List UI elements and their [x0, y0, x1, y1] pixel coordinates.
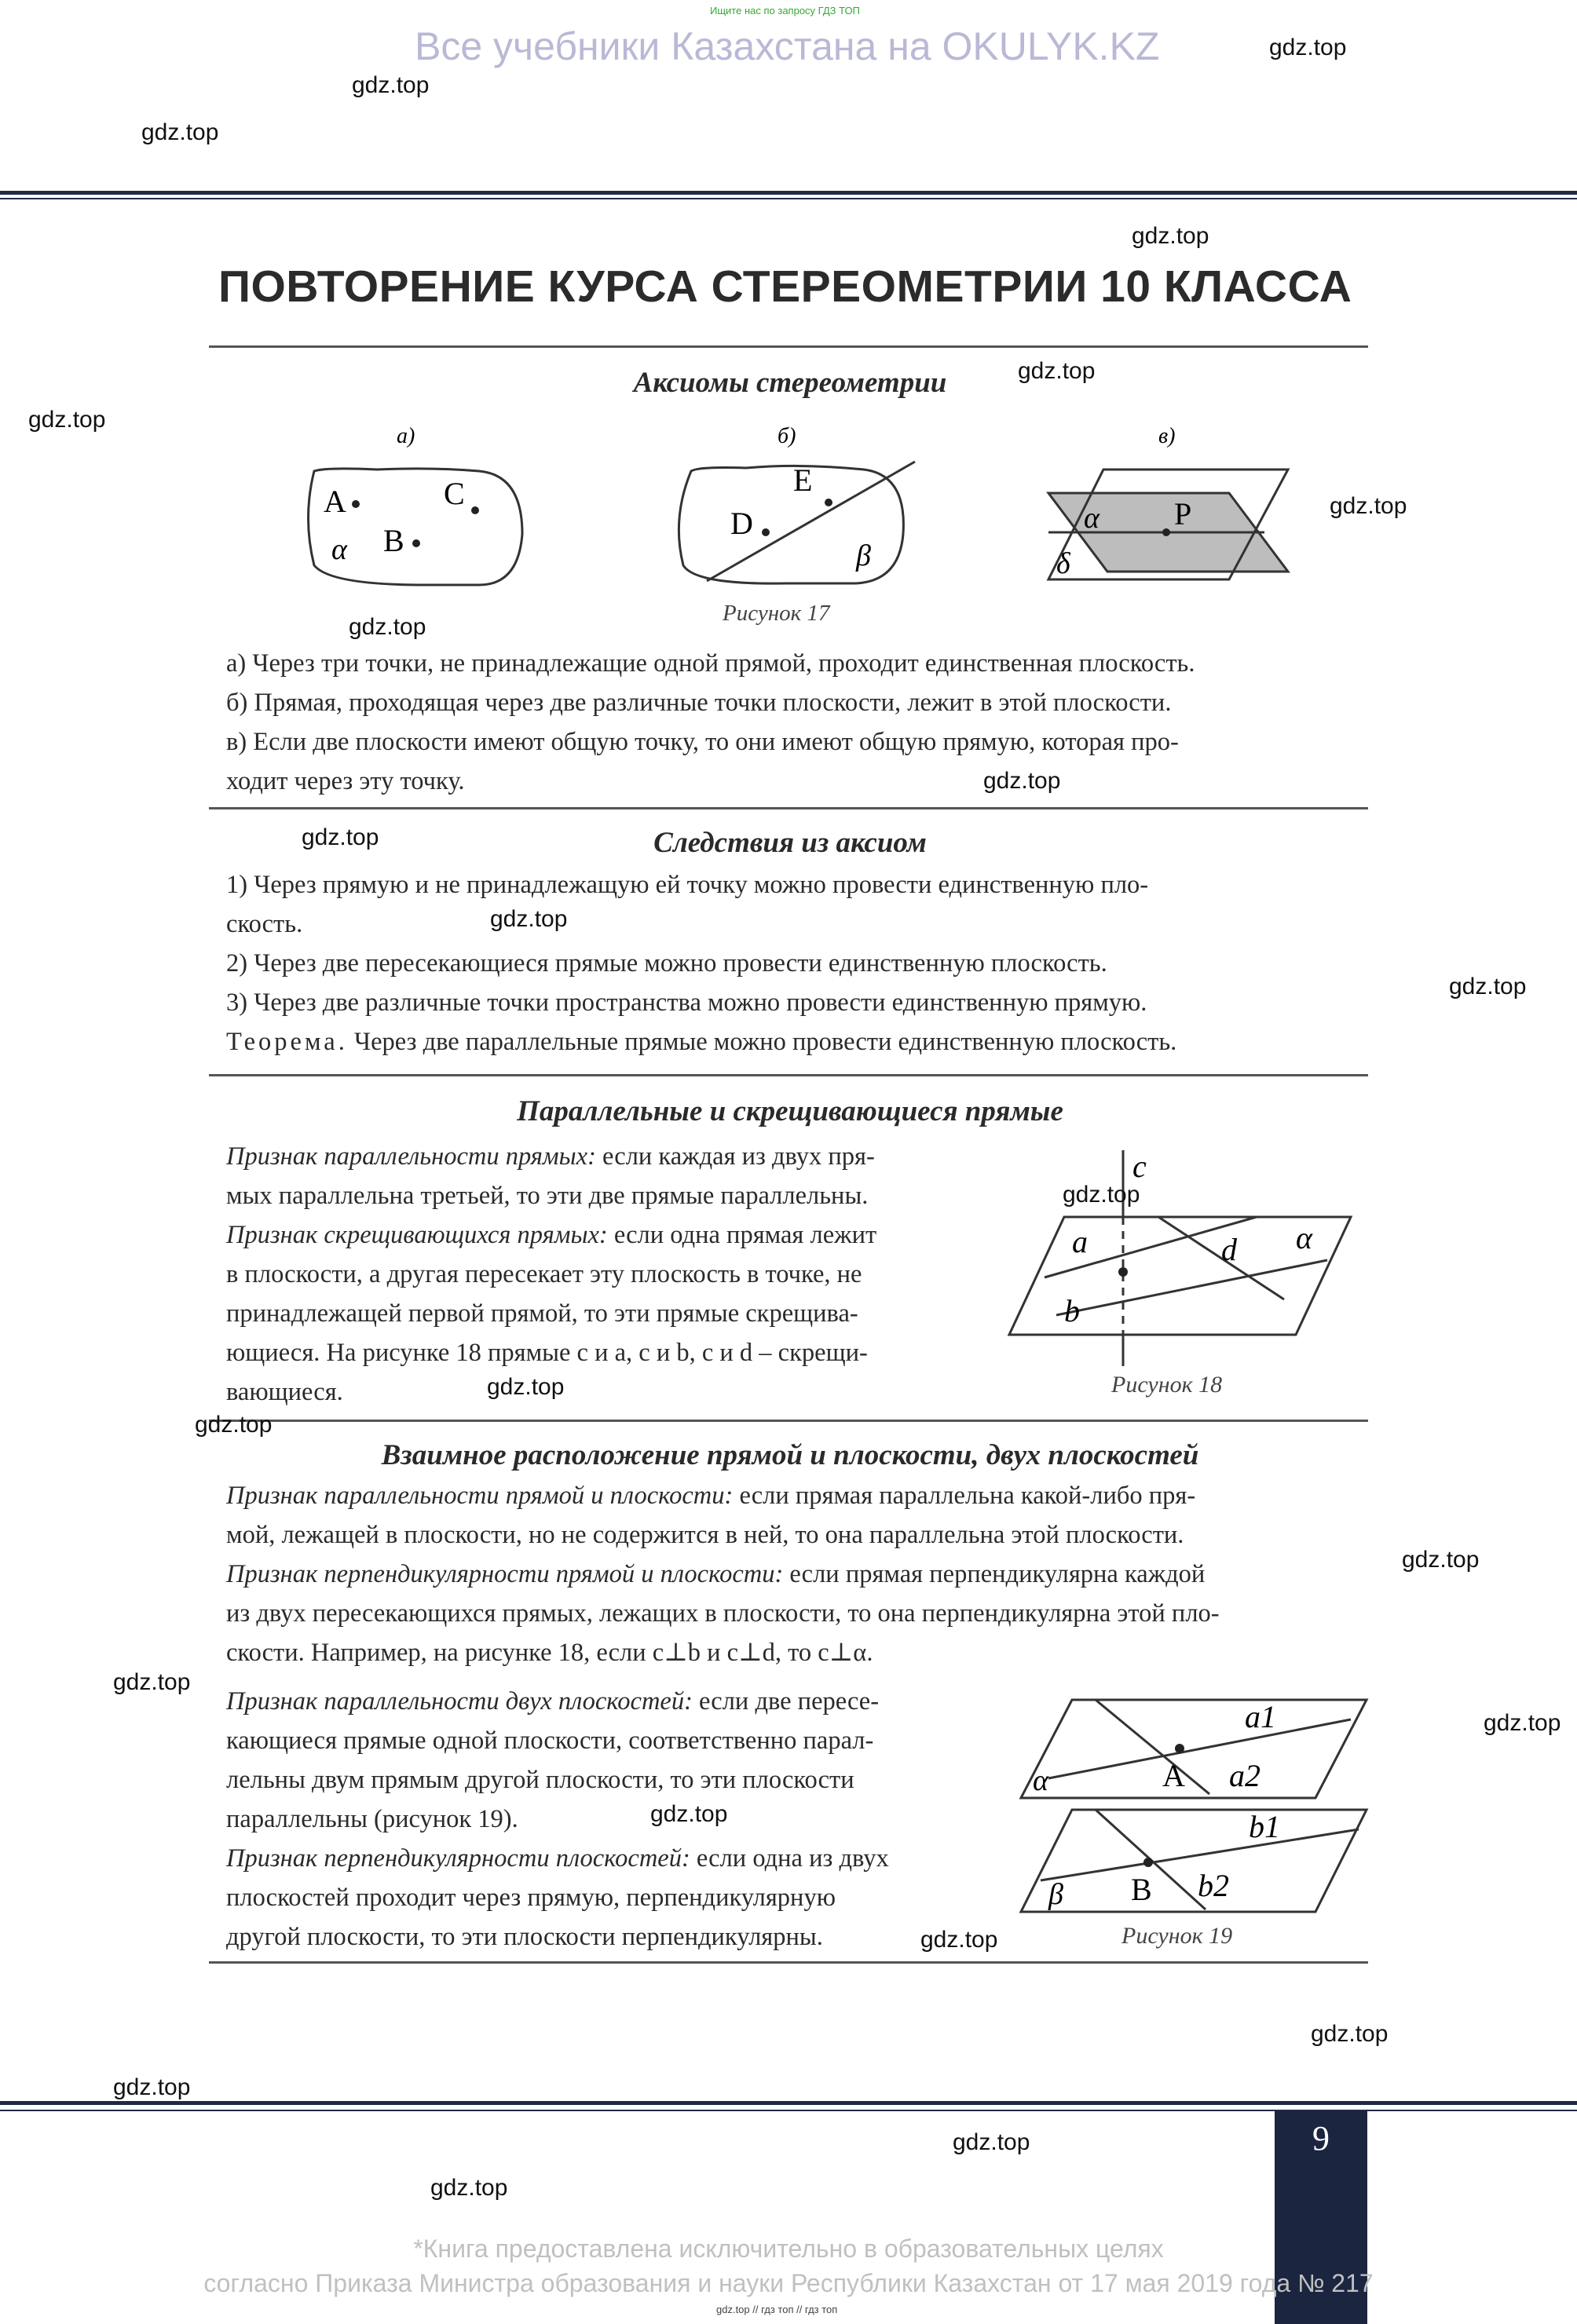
watermark: gdz.top: [1018, 358, 1096, 384]
fig18-alpha: α: [1296, 1220, 1312, 1255]
fig17-point-b: B: [383, 523, 404, 558]
consequence-1-cont: скость.: [226, 910, 303, 938]
page-title: ПОВТОРЕНИЕ КУРСА СТЕРЕОМЕТРИИ 10 КЛАССА: [218, 261, 1352, 312]
watermark: gdz.top: [1132, 223, 1209, 249]
figure-17: [283, 424, 1319, 636]
fig18-b: b: [1064, 1293, 1080, 1328]
divider: [209, 1961, 1368, 1964]
watermark: gdz.top: [1311, 2021, 1389, 2047]
watermark: gdz.top: [1484, 1710, 1561, 1736]
fig17-label-c: в): [1158, 424, 1176, 448]
axiom-c: в) Если две плоскости имеют общую точку, то они имеют общую прямую, которая про-: [226, 728, 1179, 756]
watermark: gdz.top: [113, 1669, 191, 1695]
theorem: [226, 1022, 1381, 1062]
axioms-text: [226, 644, 1381, 801]
fig19-point-a: A: [1162, 1758, 1185, 1793]
footer-line-2: согласно Приказа Министра образования и науки Республики Казахстан от 17 мая 2019 года № 217: [203, 2269, 1374, 2297]
fig18-a: a: [1072, 1224, 1088, 1259]
consequence-2: 2) Через две пересекающиеся прямые можно провести единственную плоскость.: [226, 949, 1107, 977]
figure-19: [997, 1688, 1374, 1955]
watermark: gdz.top: [195, 1412, 273, 1438]
search-hint: Ищите нас по запросу ГДЗ ТОП: [710, 5, 860, 16]
section-heading-parallel: Параллельные и скрещивающиеся прямые: [517, 1095, 1063, 1127]
line-plane-text: Признак параллельности прямой и плоскости: если прямая параллельна какой-либо пря- мой, лежащей в плоскости, но не содержится в ней, то она параллельна этой плоскости. Признак перпендикулярности прямой и плоскости: если прямая перпендикулярна каждой из двух пересекающихся прямых, лежащих в плоскости, то она перпендикулярна этой пло- скости. Например, на рисунке 18, если c⊥b и c⊥d, то c⊥α.: [226, 1482, 1220, 1667]
footer-tiny: gdz.top // гдз топ // гдз топ: [716, 2304, 838, 2315]
watermark: gdz.top: [1402, 1547, 1480, 1573]
fig17-point-p: P: [1174, 496, 1192, 532]
section-heading-consequences: Следствия из аксиом: [653, 827, 927, 859]
footer-rule: [0, 2101, 1577, 2105]
divider: [209, 1420, 1368, 1422]
watermark: gdz.top: [113, 2074, 191, 2100]
section-heading-line-plane: Взаимное расположение прямой и плоскости, двух плоскостей: [381, 1439, 1199, 1471]
fig19-point-b: B: [1131, 1872, 1152, 1907]
header-rule: [0, 191, 1577, 195]
divider: [209, 1074, 1368, 1076]
watermark: gdz.top: [1063, 1182, 1140, 1208]
fig19-a1: a1: [1245, 1699, 1276, 1734]
watermark: gdz.top: [490, 906, 568, 932]
watermark: gdz.top: [28, 407, 106, 433]
fig19-alpha: α: [1033, 1764, 1048, 1797]
header-rule-thin: [0, 198, 1577, 199]
fig17-delta: δ: [1056, 547, 1070, 580]
divider: [209, 807, 1368, 809]
line-plane-perp-label: Признак перпендикулярности прямой и плоскости:: [226, 1560, 784, 1588]
watermark: gdz.top: [352, 72, 430, 98]
consequence-1: 1) Через прямую и не принадлежащую ей точку можно провести единственную пло-: [226, 871, 1149, 899]
footer-line-1: *Книга предоставлена исключительно в образовательных целях: [413, 2234, 1164, 2263]
parallel-text: Признак параллельности прямых: если каждая из двух пря- мых параллельна третьей, то эти две прямые параллельны. Признак скрещивающихся прямых: если одна прямая лежит в плоскости, а другая пересекает эту плоскость в точке, не принадлежащей первой прямой, то эти прямые скрещива- ющиеся. На рисунке 18 прямые c и a, c и b, c и d – скрещи- вающиеся.: [226, 1142, 877, 1406]
fig17-beta: β: [856, 539, 871, 572]
fig19-b2: b2: [1198, 1868, 1229, 1903]
fig17-label-b: б): [778, 424, 796, 448]
fig17-label-a: а): [397, 424, 415, 448]
axiom-c-cont: ходит через эту точку.: [226, 767, 465, 795]
fig17-alpha: α: [331, 533, 347, 566]
consequences-text: [226, 865, 1381, 1062]
skew-criterion-label: Признак скрещивающихся прямых:: [226, 1221, 608, 1249]
page-number: 9: [1275, 2111, 1367, 2324]
watermark: gdz.top: [141, 119, 219, 145]
fig17-point-c: C: [444, 476, 465, 511]
watermark: gdz.top: [650, 1801, 728, 1827]
divider: [209, 345, 1368, 348]
watermark: gdz.top: [430, 2175, 508, 2201]
watermark: gdz.top: [302, 824, 379, 850]
fig17-caption: Рисунок 17: [723, 601, 830, 626]
fig18-d: d: [1221, 1232, 1237, 1267]
consequence-3: 3) Через две различные точки пространства можно провести единственную прямую.: [226, 988, 1147, 1017]
watermark: gdz.top: [953, 2129, 1030, 2155]
fig19-beta: β: [1048, 1878, 1063, 1911]
watermark: gdz.top: [983, 768, 1061, 794]
site-banner[interactable]: Все учебники Казахстана на OKULYK.KZ: [415, 24, 1160, 68]
watermark: gdz.top: [1449, 974, 1527, 999]
axiom-b: б) Прямая, проходящая через две различные точки плоскости, лежит в этой плоскости.: [226, 689, 1172, 717]
watermark: gdz.top: [487, 1374, 565, 1400]
fig19-b1: b1: [1249, 1809, 1280, 1844]
fig17-point-d: D: [730, 506, 753, 541]
planes-parallel-label: Признак параллельности двух плоскостей:: [226, 1687, 693, 1716]
fig17-point-e: E: [793, 462, 813, 498]
watermark: gdz.top: [349, 614, 426, 640]
watermark: gdz.top: [1330, 493, 1407, 519]
watermark: gdz.top: [1269, 35, 1347, 60]
theorem-text: Через две параллельные прямые можно провести единственную плоскость.: [347, 1028, 1177, 1056]
fig18-c: c: [1132, 1149, 1147, 1184]
parallel-criterion-label: Признак параллельности прямых:: [226, 1142, 596, 1171]
fig19-caption: Рисунок 19: [1121, 1923, 1233, 1949]
watermark: gdz.top: [920, 1927, 998, 1953]
planes-perp-label: Признак перпендикулярности плоскостей:: [226, 1844, 690, 1873]
fig17-point-a: A: [324, 484, 346, 519]
fig19-a2: a2: [1229, 1758, 1261, 1793]
line-plane-parallel-label: Признак параллельности прямой и плоскости:: [226, 1482, 734, 1510]
theorem-label: Теорема.: [226, 1028, 348, 1056]
fig18-caption: Рисунок 18: [1111, 1372, 1223, 1398]
figure-18: [997, 1142, 1367, 1409]
axiom-a: а) Через три точки, не принадлежащие одной прямой, проходит единственная плоскость.: [226, 649, 1195, 678]
planes-text: Признак параллельности двух плоскостей: если две пересе- кающиеся прямые одной плоскости, соответственно парал- лельны двум прямым другой плоскости, то эти плоскости параллельны (рисунок 19). Признак перпендикулярности плоскостей: если одна из двух плоскостей проходит через прямую, перпендикулярную другой плоскости, то эти плоскости перпендикулярны.: [226, 1687, 889, 1951]
section-heading-axioms: Аксиомы стереометрии: [633, 367, 947, 399]
fig17-c-alpha: α: [1084, 502, 1100, 535]
